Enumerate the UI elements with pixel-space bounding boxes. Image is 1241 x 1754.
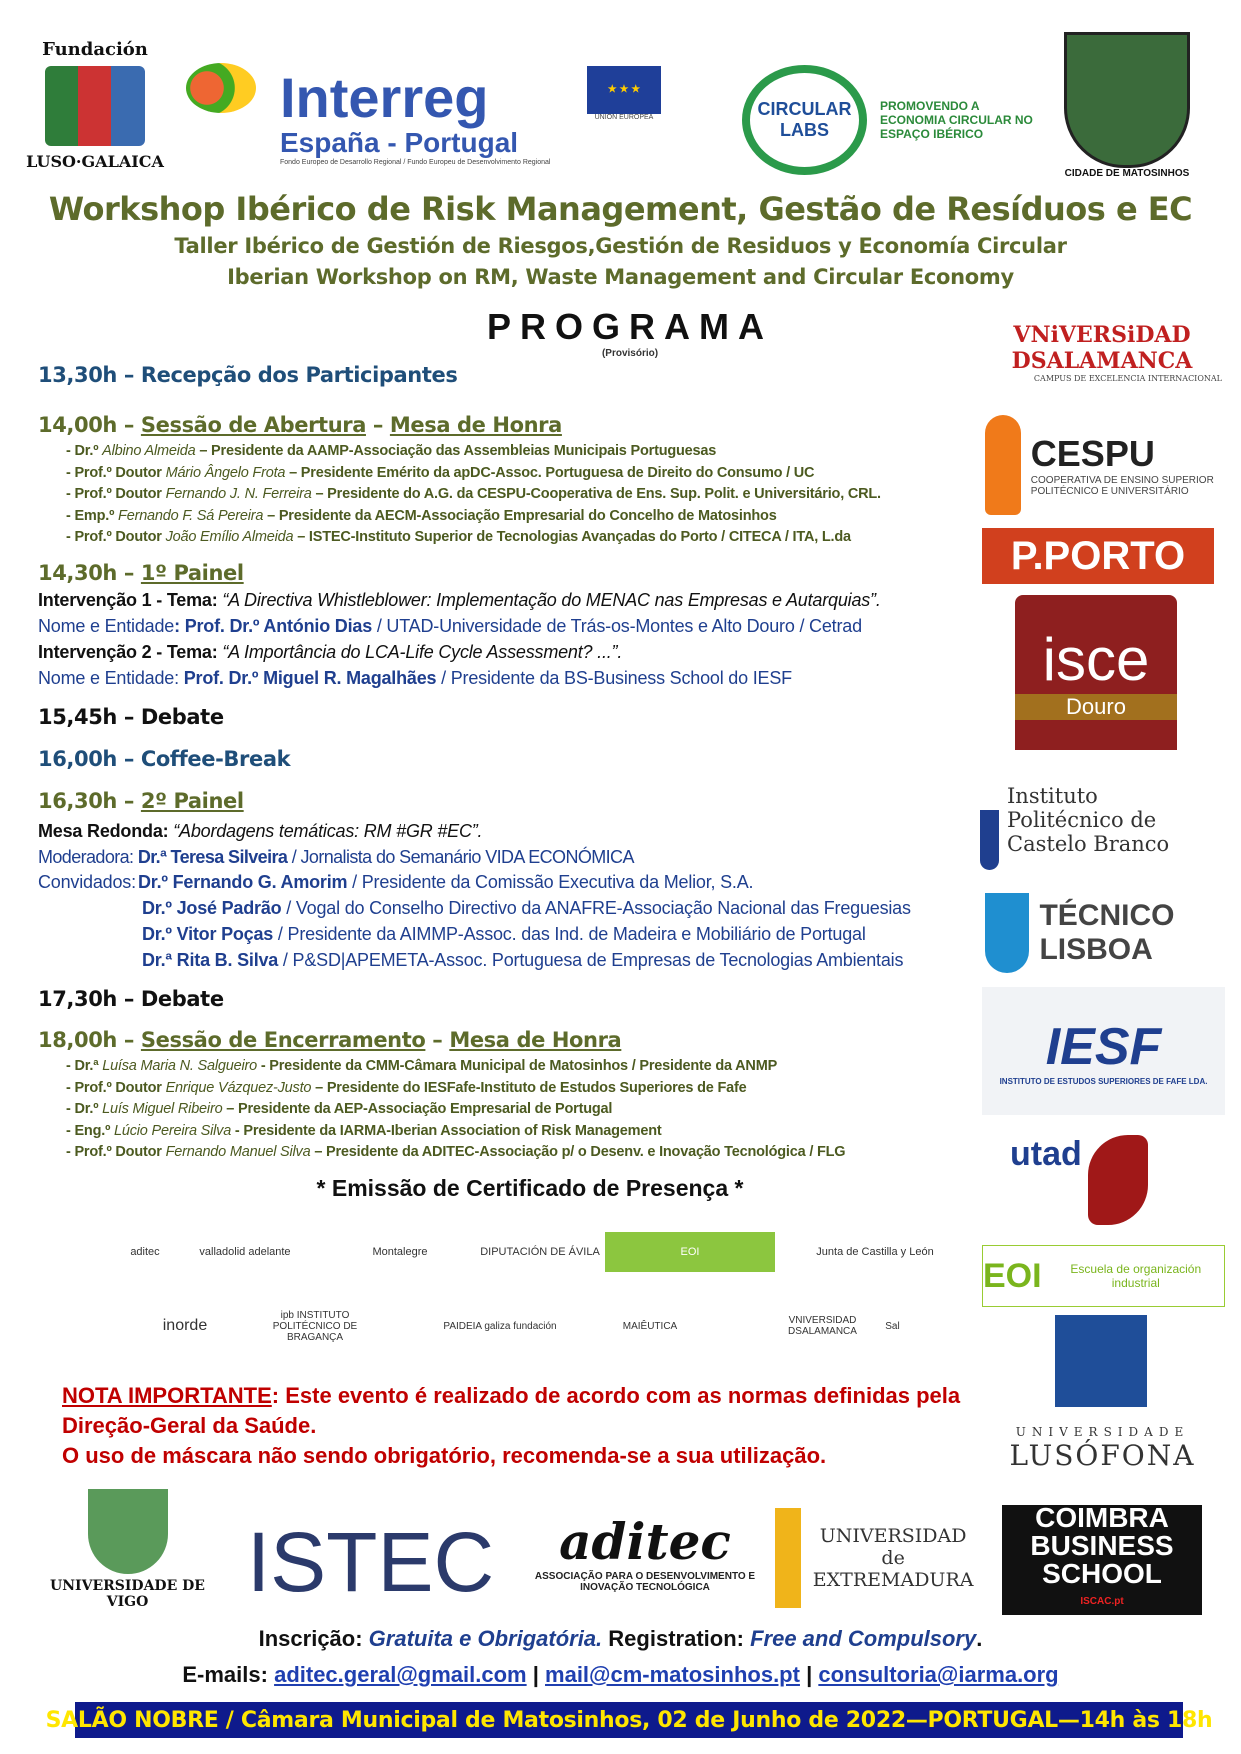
speaker-name: : Prof. Dr.º António Dias (174, 616, 373, 636)
logo-text: aditec (559, 1512, 731, 1571)
label: Inscrição: (258, 1626, 369, 1651)
crest-icon (88, 1489, 168, 1574)
title: - Dr.º (66, 1101, 103, 1117)
speaker-name: Prof. Dr.º Miguel R. Magalhães (183, 668, 437, 688)
time: 14,30h – (38, 561, 141, 585)
person-name: Fernando J. N. Ferreira (165, 486, 312, 502)
sponsor-logo: PAIDEIA galiza fundación (443, 1320, 557, 1332)
entity: / UTAD-Universidade de Trás-os-Montes e Alto Douro / Cetrad (372, 616, 862, 636)
list-item (66, 508, 777, 524)
iesf-logo (982, 987, 1225, 1115)
value: Free and Compulsory (750, 1626, 977, 1651)
person-name: João Emílio Almeida (165, 529, 294, 545)
label: Intervenção 2 - Tema: (38, 642, 223, 662)
logo-text: Douro (1015, 694, 1177, 720)
cespu-icon (985, 415, 1021, 515)
label: Nome e Entidade: (38, 668, 184, 688)
label: Nome e Entidade (38, 616, 175, 636)
guests-label: Convidados: (38, 872, 136, 892)
important-note-line-2: Direção-Geral da Saúde. (62, 1413, 317, 1438)
session-name: 1º Painel (140, 561, 244, 585)
logo-text: INSTITUTO DE ESTUDOS SUPERIORES DE FAFE LDA. (999, 1076, 1208, 1086)
logo-text: ASSOCIAÇÃO PARA O DESENVOLVIMENTO E INOVAÇÃO TECNOLÓGICA (534, 1571, 756, 1593)
round-table (38, 821, 482, 842)
email-link[interactable]: mail@cm-matosinhos.pt (545, 1662, 800, 1687)
email-link[interactable]: consultoria@iarma.org (818, 1662, 1059, 1687)
sponsor-logo: ipb INSTITUTO POLITÉCNICO DE BRAGANÇA (272, 1309, 358, 1343)
venue-footer-bar: SALÃO NOBRE / Câmara Municipal de Matosinhos, 02 de Junho de 2022—PORTUGAL—14h às 18h (75, 1702, 1183, 1738)
logo-text: ISCAC.pt (1080, 1596, 1124, 1607)
list-item (66, 465, 814, 481)
uex-logo (775, 1505, 975, 1610)
logo-text: TÉCNICO LISBOA (1039, 898, 1175, 966)
moderator-name: Dr.ª Teresa Silveira (137, 847, 288, 867)
usal-logo (982, 310, 1222, 395)
entity: / Jornalista do Semanário VIDA ECONÓMICA (287, 847, 634, 867)
logo-text: UNIVERSIDAD de EXTREMADURA (812, 1524, 974, 1591)
cespu-logo (985, 410, 1220, 520)
sponsor-logo: Sal (885, 1320, 900, 1332)
logo-text: Fondo Europeo de Desarrollo Regional / Fundo Europeu de Desenvolvimento Regional (280, 159, 551, 166)
list-item (66, 1144, 845, 1160)
note-label: NOTA IMPORTANTE (62, 1383, 272, 1408)
uvigo-logo (45, 1487, 210, 1612)
sponsor-logo: DIPUTACIÓN DE ÁVILA (480, 1246, 600, 1258)
list-item (66, 1080, 746, 1096)
logo-text: isce (1042, 626, 1150, 693)
person-name: Fernando F. Sá Pereira (118, 507, 264, 524)
title: - Eng.º (66, 1122, 114, 1139)
person-name: Fernando Manuel Silva (165, 1144, 311, 1160)
guest-entity: / Presidente da AIMMP-Assoc. das Ind. de Madeira e Mobiliário de Portugal (273, 924, 866, 944)
guest-row (142, 924, 866, 945)
logo-text: UNIÓN EUROPEA (594, 113, 654, 121)
logo-text: COOPERATIVA DE ENSINO SUPERIOR POLITÉCNICO E UNIVERSITÁRIO (1030, 475, 1214, 497)
value: Gratuita e Obrigatória. (368, 1626, 603, 1651)
uex-icon (775, 1508, 801, 1608)
note-text: : Este evento é realizado de acordo com as normas definidas pela (271, 1383, 961, 1408)
person-name: Luís Miguel Ribeiro (102, 1101, 223, 1117)
interreg-logo (280, 55, 565, 180)
session-panel-1 (38, 561, 244, 585)
sponsor-logo: VNIVERSIDAD DSALAMANCA (788, 1315, 857, 1337)
ipcb-logo (980, 760, 1215, 880)
logo-text: Escuela de organización industrial (1070, 1262, 1202, 1290)
time: 18,00h – (38, 1028, 141, 1052)
list-item (66, 443, 716, 459)
sponsor-logo: EOI (605, 1232, 775, 1272)
title: - Prof.º Doutor (66, 464, 166, 481)
topic: “Abordagens temáticas: RM #GR #EC”. (173, 821, 483, 841)
page-title: Workshop Ibérico de Risk Management, Gestão de Resíduos e EC (48, 190, 1193, 228)
matosinhos-crest-logo (1052, 20, 1202, 190)
sponsor-logo: MAIÊUTICA (622, 1320, 678, 1332)
logo-text: España - Portugal (280, 127, 519, 158)
ipcb-icon (980, 810, 999, 870)
logo-text: CESPU (1030, 433, 1155, 474)
person-name: Luísa Maria N. Salgueiro (102, 1058, 257, 1074)
logo-text: CIRCULAR LABS (757, 99, 852, 140)
interreg-symbol-icon (183, 60, 258, 115)
session-panel-2 (38, 789, 244, 813)
list-item (66, 1101, 612, 1117)
label: Intervenção 1 - Tema: (38, 590, 223, 610)
logo-text: LUSO·GALAICA (26, 152, 164, 171)
logo-text: EOI (983, 1256, 1042, 1295)
time: 14,00h – (38, 413, 141, 437)
logo-text: COIMBRA BUSINESS SCHOOL (1030, 1502, 1174, 1589)
title: - Prof.º Doutor (66, 1144, 166, 1160)
crest-icon (1064, 32, 1190, 168)
sponsor-logo: aditec (130, 1246, 160, 1258)
person-name: Enrique Vázquez-Justo (165, 1079, 312, 1096)
utad-logo (1010, 1135, 1190, 1235)
certificate-note: * Emissão de Certificado de Presença * (316, 1175, 744, 1201)
session-opening (38, 413, 562, 437)
logo-text: P.PORTO (1010, 533, 1186, 578)
important-note-line-1 (62, 1383, 960, 1409)
guest-row (142, 898, 911, 919)
session-debate-1: 15,45h – Debate (38, 705, 224, 729)
guest-entity: / Presidente da Comissão Executiva da Melior, S.A. (347, 872, 754, 892)
role: – Presidente do A.G. da CESPU-Cooperativa de Ens. Sup. Polit. e Universitário, CRL. (311, 486, 881, 502)
sponsor-logo: Junta de Castilla y León (816, 1246, 934, 1258)
logo-text: ISTEC (246, 1515, 495, 1609)
moderator (38, 847, 634, 868)
role: – Presidente da ADITEC-Associação p/ o Desenv. e Inovação Tecnológica / FLG (310, 1144, 846, 1160)
provisorio-label: (Provisório) (601, 348, 659, 359)
lusofona-globe-icon (1055, 1315, 1147, 1407)
role: – Presidente da AEP-Associação Empresarial de Portugal (222, 1101, 613, 1117)
role: – Presidente da AAMP-Associação das Assembleias Municipais Portuguesas (195, 443, 717, 459)
logo-text: CAMPUS DE EXCELENCIA INTERNACIONAL (1033, 374, 1222, 383)
title: - Prof.º Doutor (66, 1079, 166, 1096)
role: - Presidente da CMM-Câmara Municipal de Matosinhos / Presidente da ANMP (256, 1058, 778, 1074)
session-name: 2º Painel (140, 789, 244, 813)
role: - Presidente da IARMA-Iberian Association of Risk Management (231, 1122, 662, 1139)
time: 16,30h – (38, 789, 141, 813)
title: - Emp.º (66, 507, 119, 524)
session-name: Mesa de Honra (449, 1028, 622, 1052)
logo-text: LUSÓFONA (1009, 1439, 1196, 1472)
subtitle-en: Iberian Workshop on RM, Waste Management and Circular Economy (227, 265, 1014, 289)
speaker-1 (38, 616, 862, 637)
session-debate-2: 17,30h – Debate (38, 987, 224, 1011)
label: Registration: (602, 1626, 751, 1651)
guest-row (138, 872, 753, 893)
list-item (66, 1123, 662, 1139)
ist-icon (985, 893, 1029, 973)
fundacion-luso-galaica-logo (20, 20, 170, 190)
coimbra-business-school-logo (1002, 1502, 1202, 1615)
logo-text: VNiVERSiDAD DSALAMANCA (1011, 322, 1193, 374)
circular-labs-logo (742, 65, 867, 175)
email-link[interactable]: aditec.geral@gmail.com (274, 1662, 527, 1687)
logo-text: UNIVERSIDADE (1015, 1425, 1190, 1439)
person-name: Mário Ângelo Frota (165, 464, 286, 481)
title: - Dr.º (66, 443, 103, 459)
sep: – (365, 413, 390, 437)
eu-flag-icon: ★ ★ ★ (587, 66, 661, 114)
programa-heading: PROGRAMA (487, 306, 773, 347)
logo-text: UNIVERSIDADE DE VIGO (50, 1578, 205, 1610)
sponsor-logo: inorde (162, 1317, 208, 1334)
eu-logo (585, 62, 663, 124)
logo-text: Instituto Politécnico de Castelo Branco (1007, 784, 1170, 856)
speaker-2 (38, 668, 792, 689)
role: – Presidente da AECM-Associação Empresarial do Concelho de Matosinhos (263, 507, 777, 524)
guest-name: Dr.º Vitor Poças (142, 924, 274, 944)
punct: . (976, 1626, 983, 1651)
registration-line (0, 1626, 1241, 1652)
logo-text: Interreg (280, 66, 489, 129)
istec-logo (238, 1515, 503, 1610)
list-item (66, 529, 851, 545)
person-name: Albino Almeida (102, 443, 196, 459)
label: Moderadora: (38, 847, 138, 867)
list-item (66, 486, 881, 502)
role: – Presidente Emérito da apDC-Assoc. Portuguesa de Direito do Consumo / UC (285, 464, 815, 481)
aditec-logo (525, 1490, 765, 1615)
intervention-1 (38, 590, 881, 611)
sep: – (425, 1028, 450, 1052)
topic: “A Directiva Whistleblower: Implementação do MENAC nas Empresas e Autarquias”. (222, 590, 881, 610)
title: - Prof.º Doutor (66, 529, 166, 545)
guest-entity: / P&SD|APEMETA-Assoc. Portuguesa de Empresas de Tecnologias Ambientais (278, 950, 904, 970)
session-closing (38, 1028, 621, 1052)
guest-row (142, 950, 903, 971)
logo-text: PROMOVENDO A ECONOMIA CIRCULAR NO ESPAÇO IBÉRICO (880, 99, 1033, 141)
topic: “A Importância do LCA-Life Cycle Assessment? ...”. (222, 642, 623, 662)
sponsor-logo: Montalegre (372, 1246, 428, 1258)
list-item (66, 1058, 777, 1074)
eoi-logo (982, 1245, 1225, 1307)
label: E-mails: (182, 1662, 275, 1687)
role: – Presidente do IESFafe-Instituto de Estudos Superiores de Fafe (311, 1079, 747, 1096)
crest-icon (45, 66, 145, 146)
logo-text: Fundación (42, 39, 148, 60)
emails-line: E-mails: aditec.geral@gmail.com | mail@cm-matosinhos.pt | consultoria@iarma.org (182, 1662, 1059, 1687)
role: – ISTEC-Instituto Superior de Tecnologias Avançadas do Porto / CITECA / ITA, L.da (293, 529, 851, 545)
lusofona-logo (1000, 1425, 1205, 1472)
entity: / Presidente da BS-Business School do IESF (436, 668, 792, 688)
pporto-logo (982, 528, 1214, 584)
session-name: Mesa de Honra (389, 413, 562, 437)
session-name: Sessão de Abertura (140, 413, 366, 437)
sponsor-logo: valladolid adelante (199, 1246, 291, 1258)
logo-text: utad (1010, 1135, 1082, 1173)
guest-name: Dr.º José Padrão (142, 898, 282, 918)
utad-eagle-icon (1088, 1135, 1148, 1225)
intervention-2 (38, 642, 622, 663)
logo-text: IESF (1045, 1017, 1162, 1076)
label: Mesa Redonda: (38, 821, 174, 841)
title: - Dr.ª (66, 1058, 103, 1074)
important-note-line-3: O uso de máscara não sendo obrigatório, recomenda-se a sua utilização. (62, 1443, 827, 1468)
title: - Prof.º Doutor (66, 486, 166, 502)
session-coffee-break: 16,00h – Coffee-Break (38, 747, 291, 771)
tecnico-lisboa-logo (985, 890, 1215, 975)
isce-douro-logo (1015, 595, 1177, 750)
subtitle-es: Taller Ibérico de Gestión de Riesgos,Gestión de Residuos y Economía Circular (174, 234, 1067, 258)
logo-text: CIDADE DE MATOSINHOS (1064, 167, 1190, 179)
circular-labs-tagline (880, 95, 1040, 145)
guest-name: Dr.ª Rita B. Silva (142, 950, 279, 970)
session-reception: 13,30h – Recepção dos Participantes (38, 363, 458, 387)
guest-entity: / Vogal do Conselho Directivo da ANAFRE-Associação Nacional das Freguesias (281, 898, 911, 918)
guest-name: Dr.º Fernando G. Amorim (138, 872, 348, 892)
session-name: Sessão de Encerramento (140, 1028, 426, 1052)
person-name: Lúcio Pereira Silva (114, 1122, 232, 1139)
